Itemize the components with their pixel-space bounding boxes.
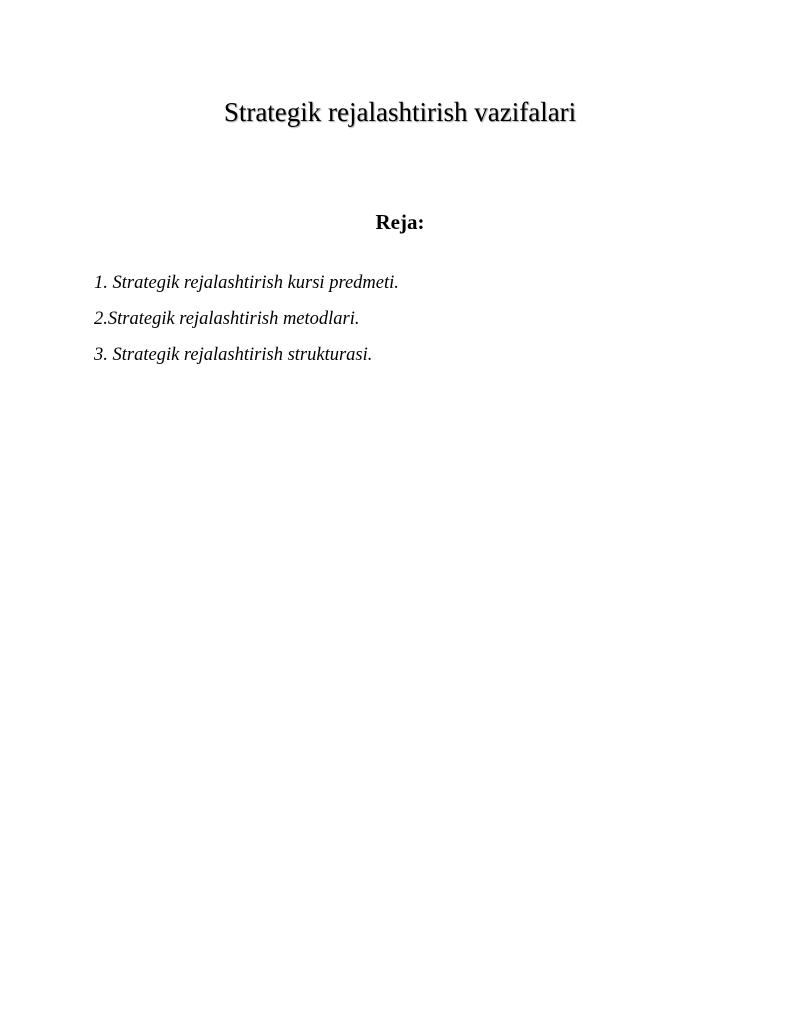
document-title: Strategik rejalashtirish vazifalari <box>223 97 577 127</box>
plan-heading: Reja: <box>375 210 425 234</box>
plan-list <box>94 270 714 378</box>
plan-item: 3. Strategik rejalashtirish strukturasi. <box>94 345 373 365</box>
plan-item: 1. Strategik rejalashtirish kursi predmeti. <box>94 273 399 293</box>
plan-item: 2.Strategik rejalashtirish metodlari. <box>94 309 360 329</box>
